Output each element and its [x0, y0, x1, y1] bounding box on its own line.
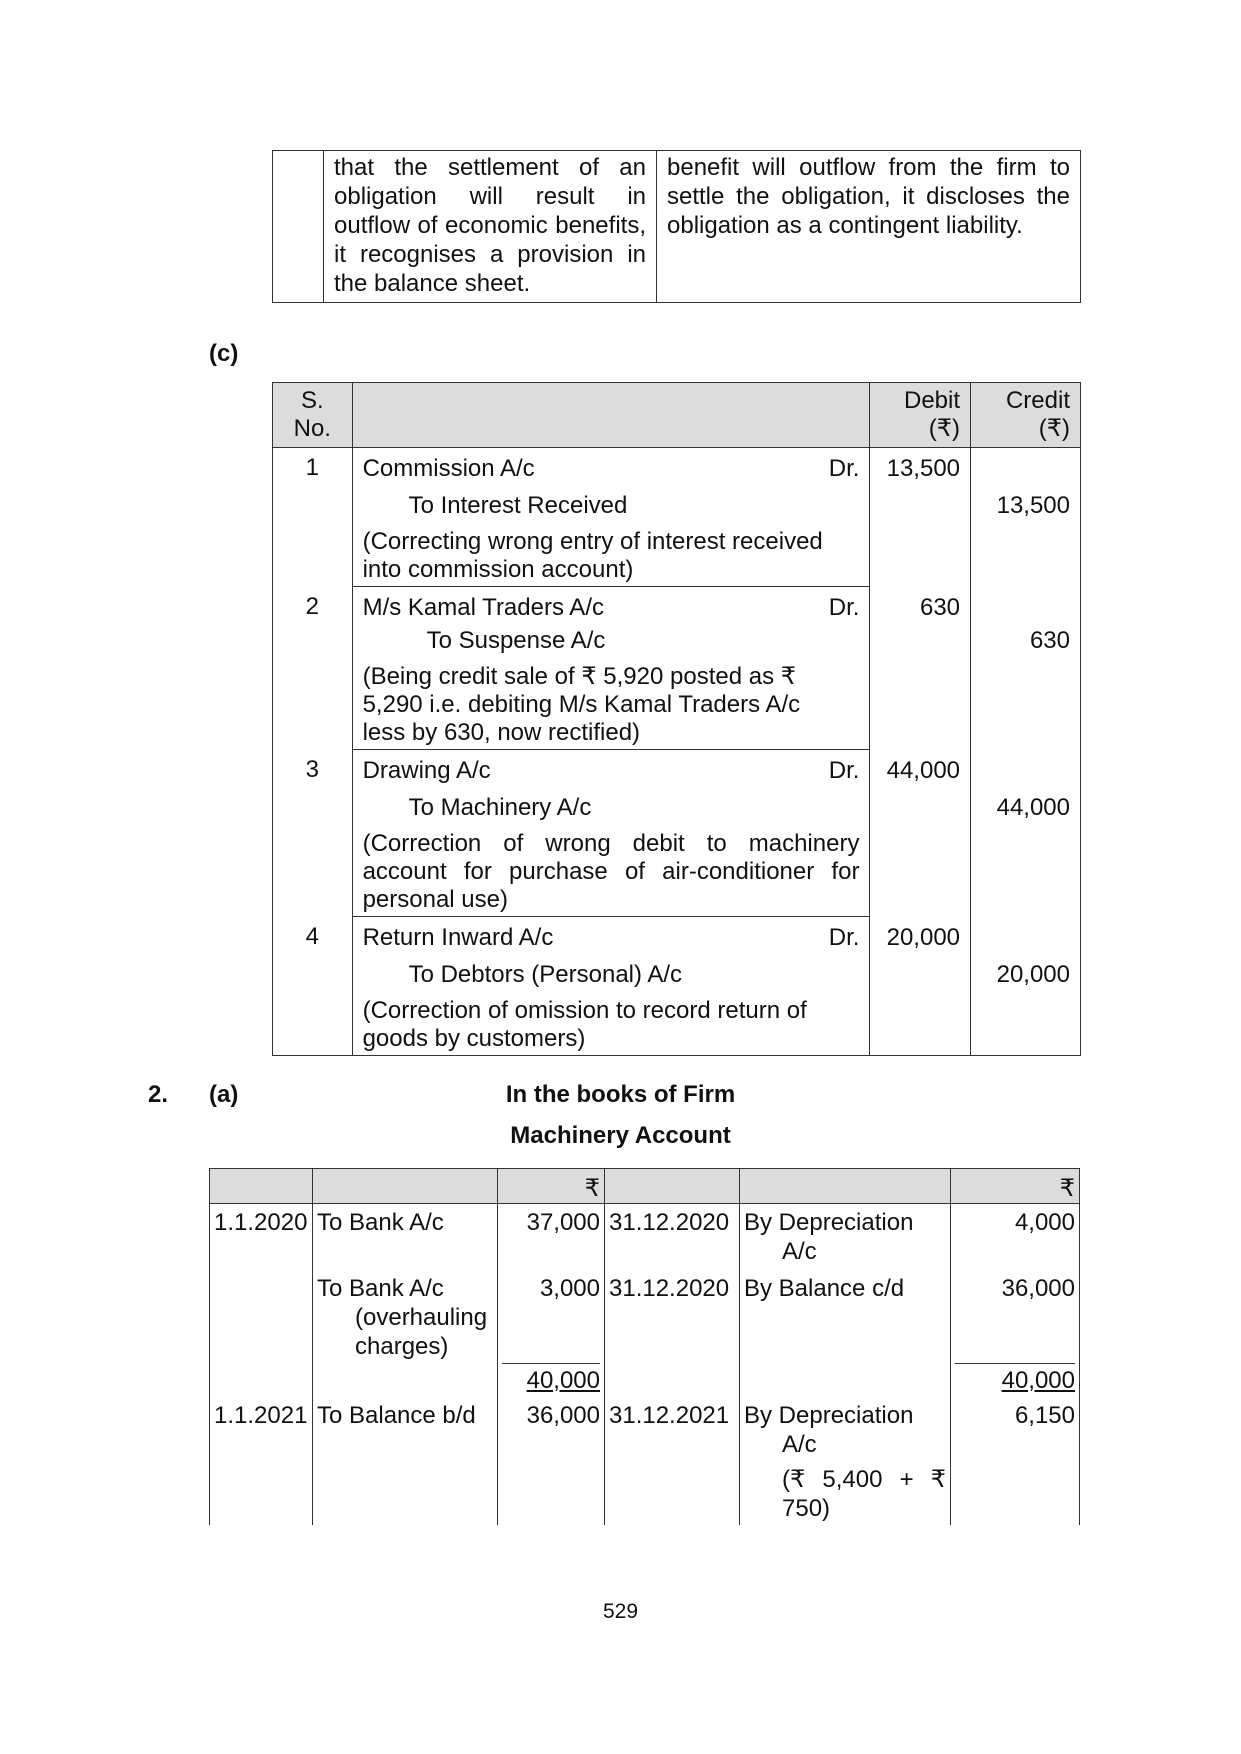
debit-account: M/s Kamal Traders A/c: [362, 594, 604, 621]
credit-amount: 630: [971, 587, 1081, 750]
account-title: Machinery Account: [510, 1122, 731, 1149]
credit-account: To Suspense A/c: [426, 627, 606, 654]
journal-entry: [273, 750, 1081, 917]
entry-particulars: [352, 587, 870, 750]
cr-amount: 6,150: [951, 1397, 1080, 1525]
cr-amount: 36,000: [951, 1268, 1080, 1363]
depreciation-working: (₹ 5,400 + ₹ 750): [782, 1466, 946, 1522]
narration: (Correction of wrong debit to machinery account for purchase of air-conditioner for personal use): [362, 830, 860, 913]
cr-particulars: By Balance c/d: [740, 1268, 951, 1363]
entry-particulars: [352, 750, 870, 917]
dr-amount-header: [498, 1169, 605, 1204]
debit-amount: 13,500: [870, 448, 971, 587]
sno-header: S. No.: [273, 383, 353, 448]
credit-amount: 20,000: [971, 917, 1081, 1056]
entry-sno: 1: [273, 448, 353, 587]
cr-total: 40,000: [1001, 1367, 1075, 1394]
ledger-row: [210, 1268, 1080, 1363]
question-part: (a): [209, 1081, 239, 1108]
particulars-header: [352, 383, 870, 448]
credit-account: To Interest Received: [408, 492, 628, 519]
debit-amount: 44,000: [870, 750, 971, 917]
cr-particulars: By Depreciation A/c: [740, 1204, 951, 1269]
cr-date: 31.12.2020: [605, 1204, 740, 1269]
rupee-icon: ₹: [1059, 1175, 1075, 1202]
credit-account: To Machinery A/c: [408, 794, 592, 821]
rectification-journal-table: [272, 382, 1081, 1056]
ledger-row: [210, 1204, 1080, 1269]
machinery-account-ledger: [209, 1168, 1080, 1525]
cr-particulars-header: [740, 1169, 951, 1204]
credit-account: To Debtors (Personal) A/c: [408, 961, 683, 988]
dr-particulars: To Balance b/d: [313, 1397, 498, 1525]
journal-entry: [273, 448, 1081, 587]
rupee-icon: ₹: [584, 1175, 600, 1202]
cr-date: 31.12.2020: [605, 1268, 740, 1363]
dr-date: 1.1.2021: [210, 1397, 313, 1525]
debit-account: Return Inward A/c: [362, 924, 554, 951]
dr-particulars: To Bank A/c: [313, 1204, 498, 1269]
debit-header: Debit (₹): [870, 383, 971, 448]
ledger-row: [210, 1397, 1080, 1525]
cr-date-header: [605, 1169, 740, 1204]
dr-particulars-header: [313, 1169, 498, 1204]
section-c-label: (c): [209, 340, 239, 367]
dr-amount: 3,000: [498, 1268, 605, 1363]
books-heading: In the books of Firm: [505, 1081, 736, 1108]
narration: (Correcting wrong entry of interest received into commission account): [362, 528, 823, 583]
cr-date: 31.12.2021: [605, 1397, 740, 1525]
journal-entry: [273, 917, 1081, 1056]
dr-marker: Dr.: [828, 924, 860, 951]
debit-account: Drawing A/c: [362, 757, 491, 784]
narration: (Being credit sale of ₹ 5,920 posted as ₹ 5,290 i.e. debiting M/s Kamal Traders A/c less by 630, now rectified): [362, 663, 801, 746]
entry-particulars: [352, 917, 870, 1056]
contingent-liability-text: benefit will outflow from the firm to settle the obligation, it discloses the obligation as a contingent liability.: [657, 151, 1081, 303]
credit-header: Credit (₹): [971, 383, 1081, 448]
dr-date: 1.1.2020: [210, 1204, 313, 1269]
debit-account: Commission A/c: [362, 455, 535, 482]
narration: (Correction of omission to record return of goods by customers): [362, 997, 807, 1052]
cr-particulars: By Depreciation A/c (₹ 5,400 + ₹ 750): [740, 1397, 951, 1525]
entry-sno: 2: [273, 587, 353, 750]
provision-comparison-table: [272, 150, 1081, 303]
empty-cell: [273, 151, 324, 303]
debit-amount: 630: [870, 587, 971, 750]
dr-marker: Dr.: [828, 594, 860, 621]
dr-marker: Dr.: [828, 757, 860, 784]
credit-amount: 44,000: [971, 750, 1081, 917]
dr-total: 40,000: [526, 1367, 600, 1394]
dr-amount: 36,000: [498, 1397, 605, 1525]
entry-sno: 3: [273, 750, 353, 917]
provision-text: that the settlement of an obligation will result in outflow of economic benefits, it recognises a provision in the balance sheet.: [324, 151, 657, 303]
dr-amount: 37,000: [498, 1204, 605, 1269]
dr-marker: Dr.: [828, 455, 860, 482]
cr-amount: 4,000: [951, 1204, 1080, 1269]
question-number: 2.: [148, 1081, 169, 1108]
journal-entry: [273, 587, 1081, 750]
debit-amount: 20,000: [870, 917, 971, 1056]
dr-date-header: [210, 1169, 313, 1204]
entry-sno: 4: [273, 917, 353, 1056]
page-number: 529: [602, 1600, 639, 1623]
entry-particulars: [352, 448, 870, 587]
dr-date: [210, 1268, 313, 1363]
cr-amount-header: [951, 1169, 1080, 1204]
dr-particulars: To Bank A/c (overhauling charges): [313, 1268, 498, 1363]
credit-amount: 13,500: [971, 448, 1081, 587]
cr-total-cell: [951, 1363, 1080, 1397]
dr-total-cell: [498, 1363, 605, 1397]
ledger-total-row: [210, 1363, 1080, 1397]
